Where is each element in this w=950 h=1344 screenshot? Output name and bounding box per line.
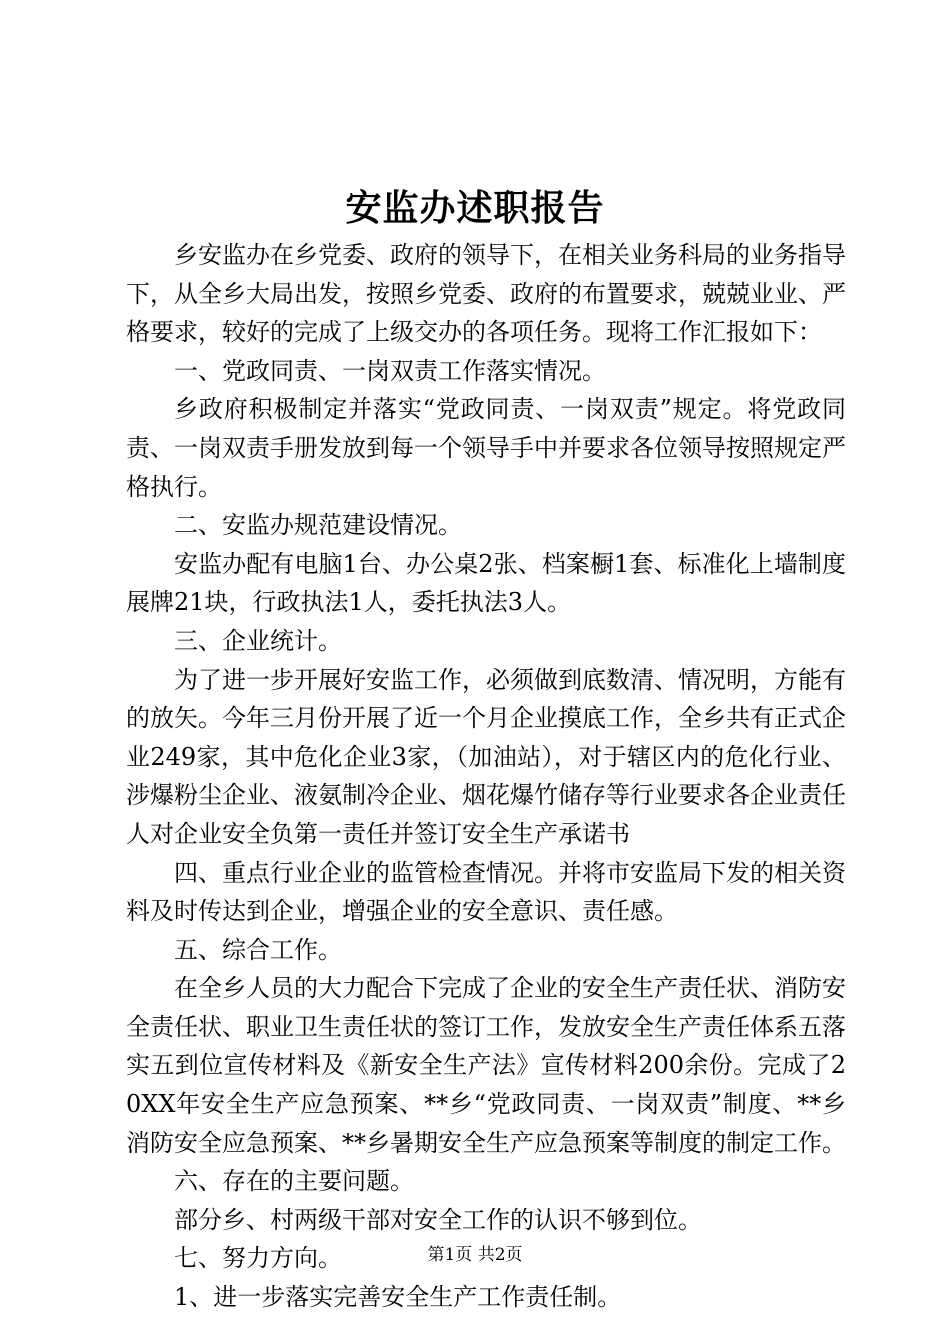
paragraph-section-7-item-1: 1、进一步落实完善安全生产工作责任制。: [174, 1283, 622, 1312]
section-heading-1: 一、党政同责、一岗双责工作落实情况。: [174, 356, 606, 385]
paragraph-section-2: 安监办配有电脑1台、办公桌2张、档案橱1套、标准化上墙制度展牌21块，行政执法1人，委托执法3人。: [126, 549, 846, 617]
section-heading-2: 二、安监办规范建设情况。: [174, 511, 462, 540]
section-heading-3: 三、企业统计。: [174, 626, 342, 655]
document-body: [126, 236, 846, 1317]
section-heading-4: 四、重点行业企业的监管检查情况。并将市安监局下发的相关资料及时传达到企业，增强企业的安全意识、责任感。: [126, 858, 846, 926]
paragraph-intro: 乡安监办在乡党委、政府的领导下，在相关业务科局的业务指导下，从全乡大局出发，按照乡党委、政府的布置要求，兢兢业业、严格要求，较好的完成了上级交办的各项任务。现将工作汇报如下：: [126, 241, 846, 347]
paragraph-section-1: 乡政府积极制定并落实“党政同责、一岗双责”规定。将党政同责、一岗双责手册发放到每一个领导手中并要求各位领导按照规定严格执行。: [126, 395, 846, 501]
document-title: 安监办述职报告: [345, 187, 605, 229]
section-heading-5: 五、综合工作。: [174, 935, 342, 964]
page-number-footer: 第1页 共2页: [427, 1245, 523, 1265]
section-heading-6: 六、存在的主要问题。: [174, 1167, 414, 1196]
paragraph-section-6: 部分乡、村两级干部对安全工作的认识不够到位。: [174, 1205, 702, 1234]
paragraph-section-3: 为了进一步开展好安监工作，必须做到底数清、情况明，方能有的放矢。今年三月份开展了近一个月企业摸底工作，全乡共有正式企业249家，其中危化企业3家，（加油站），对于辖区内的危化行业、涉爆粉尘企业、液氨制冷企业、烟花爆竹储存等行业要求各企业责任人对企业安全负第一责任并签订安全生产承诺书: [126, 665, 846, 848]
paragraph-section-5: 在全乡人员的大力配合下完成了企业的安全生产责任状、消防安全责任状、职业卫生责任状的签订工作，发放安全生产责任体系五落实五到位宣传材料及《新安全生产法》宣传材料200余份。完成了20XX年安全生产应急预案、**乡“党政同责、一岗双责”制度、**乡消防安全应急预案、**乡暑期安全生产应急预案等制度的制定工作。: [126, 974, 846, 1157]
section-heading-7: 七、努力方向。: [174, 1244, 342, 1273]
